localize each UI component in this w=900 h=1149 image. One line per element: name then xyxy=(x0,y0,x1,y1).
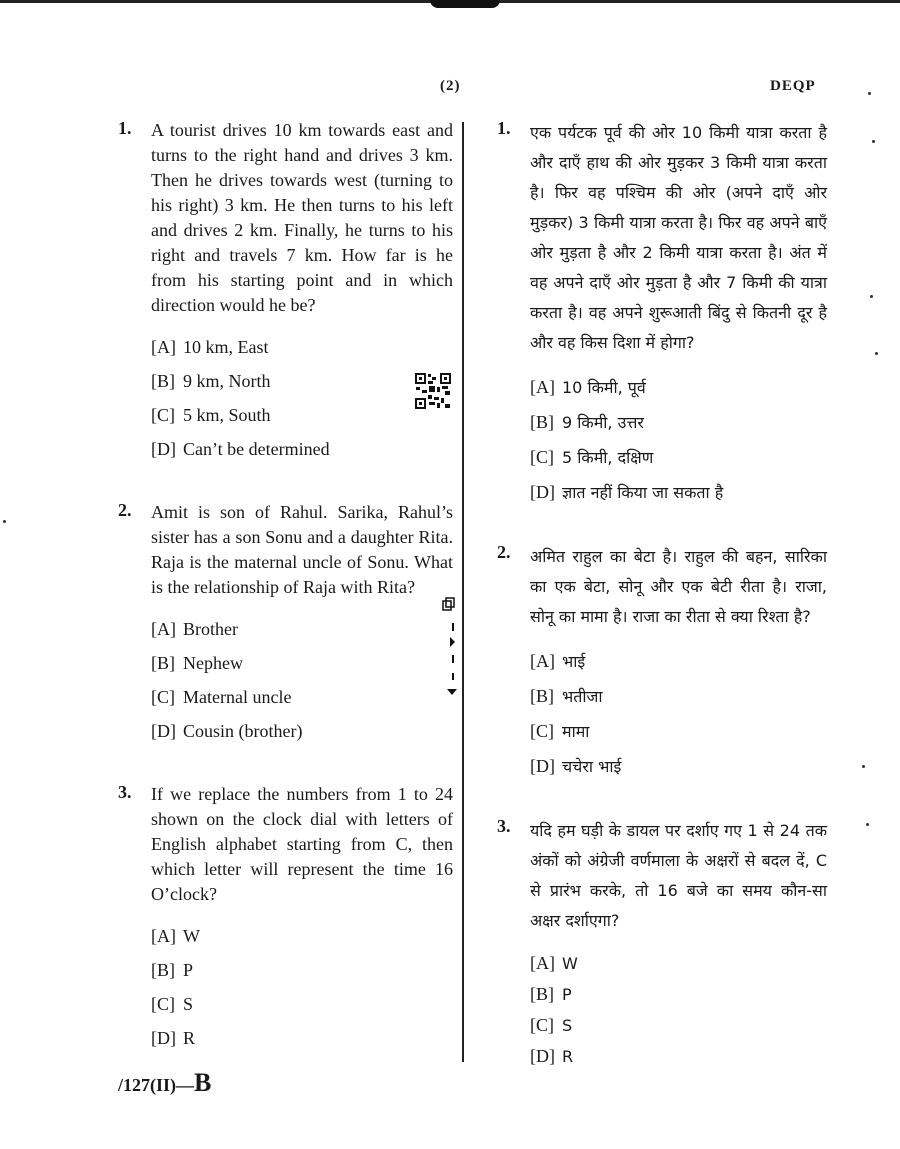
scan-speck xyxy=(3,520,6,523)
option-a[interactable]: [A] 10 किमी, पूर्व xyxy=(530,377,646,397)
scan-speck xyxy=(870,295,873,298)
scan-speck xyxy=(862,765,865,768)
option-b[interactable]: [B] 9 km, North xyxy=(151,371,271,391)
scan-speck xyxy=(868,92,871,95)
hindi-column xyxy=(497,118,827,1072)
option-a[interactable]: [A] 10 km, East xyxy=(151,337,269,357)
option-c[interactable]: [C] 5 किमी, दक्षिण xyxy=(530,447,654,467)
option-d[interactable]: [D] R xyxy=(530,1046,574,1066)
question-3-hi xyxy=(497,816,827,1072)
option-d[interactable]: [D] R xyxy=(151,1028,196,1048)
option-c[interactable]: [C] मामा xyxy=(530,721,590,741)
option-d[interactable]: [D] ज्ञात नहीं किया जा सकता है xyxy=(530,482,724,502)
question-text: A tourist drives 10 km towards east and turns to the right hand and drives 3 km. Then he drives towards west (turning to his right) 3 km. He then turns to his left and drives 2 km. Finally, he turns to his right and travels 7 km. How far is he from his starting point and in which direction would he be? xyxy=(151,120,453,315)
option-a[interactable]: [A] W xyxy=(530,953,578,973)
scan-speck xyxy=(866,823,869,826)
paper-code: DEQP xyxy=(770,78,816,94)
scan-speck xyxy=(872,140,875,143)
options xyxy=(151,919,453,1055)
option-a[interactable]: [A] भाई xyxy=(530,651,586,671)
scan-speck xyxy=(875,352,878,355)
options xyxy=(151,612,453,748)
paper-id: /127(II)— xyxy=(118,1075,194,1095)
option-c[interactable]: [C] S xyxy=(530,1015,573,1035)
question-number: 3. xyxy=(118,782,132,802)
option-b[interactable]: [B] 9 किमी, उत्तर xyxy=(530,412,644,432)
question-number: 2. xyxy=(118,500,132,520)
page-number: (2) xyxy=(440,78,461,94)
options xyxy=(530,948,827,1072)
question-2-hi xyxy=(497,542,827,784)
options xyxy=(151,330,453,466)
option-c[interactable]: [C] Maternal uncle xyxy=(151,687,292,707)
question-number: 2. xyxy=(497,542,511,562)
option-d[interactable]: [D] चचेरा भाई xyxy=(530,756,622,776)
qr-code-icon xyxy=(414,372,452,410)
option-b[interactable]: [B] भतीजा xyxy=(530,686,603,706)
option-d[interactable]: [D] Can’t be determined xyxy=(151,439,330,459)
question-number: 1. xyxy=(118,118,132,138)
english-column xyxy=(118,118,453,1055)
question-2-en xyxy=(118,500,453,748)
question-number: 3. xyxy=(497,816,511,836)
options xyxy=(530,644,827,784)
option-c[interactable]: [C] S xyxy=(151,994,194,1014)
question-text: Amit is son of Rahul. Sarika, Rahul’s sister has a son Sonu and a daughter Rita. Raja is the maternal uncle of Sonu. What is the relationship of Raja with Rita? xyxy=(151,502,453,597)
option-d[interactable]: [D] Cousin (brother) xyxy=(151,721,303,741)
option-a[interactable]: [A] W xyxy=(151,926,200,946)
top-mark xyxy=(430,0,500,8)
question-number: 1. xyxy=(497,118,511,138)
question-text: अमित राहुल का बेटा है। राहुल की बहन, सारिका का एक बेटा, सोनू और एक बेटी रीता है। राजा, सोनू का मामा है। राजा का रीता से क्या रिश्ता है? xyxy=(530,547,827,626)
set-letter: B xyxy=(194,1068,212,1097)
column-divider xyxy=(462,122,464,1062)
scroll-indicator-icon xyxy=(438,597,458,697)
question-text: यदि हम घड़ी के डायल पर दर्शाए गए 1 से 24 तक अंकों को अंग्रेजी वर्णमाला के अक्षरों से बदल दें, C से प्रारंभ करके, तो 16 बजे का समय कौन-सा अक्षर दर्शाएगा? xyxy=(530,821,827,930)
question-3-en xyxy=(118,782,453,1055)
option-b[interactable]: [B] P xyxy=(530,984,572,1004)
question-text: If we replace the numbers from 1 to 24 shown on the clock dial with letters of English alphabet starting from C, then which letter will represent the time 16 O’clock? xyxy=(151,784,453,904)
option-c[interactable]: [C] 5 km, South xyxy=(151,405,271,425)
option-b[interactable]: [B] P xyxy=(151,960,194,980)
option-a[interactable]: [A] Brother xyxy=(151,619,238,639)
footer-code xyxy=(118,1068,211,1098)
option-b[interactable]: [B] Nephew xyxy=(151,653,243,673)
question-1-en xyxy=(118,118,453,466)
options xyxy=(530,370,827,510)
question-text: एक पर्यटक पूर्व की ओर 10 किमी यात्रा करता है और दाएँ हाथ की ओर मुड़कर 3 किमी यात्रा करता है। फिर वह पश्चिम की ओर (अपने दाएँ ओर मुड़कर) 3 किमी यात्रा करता है। फिर वह अपने बाएँ ओर मुड़ता है और 2 किमी यात्रा करता है। अंत में वह अपने दाएँ ओर मुड़ता है और 7 किमी की यात्रा करता है। वह अपने शुरूआती बिंदु से कितनी दूर है और वह किस दिशा में होगा? xyxy=(530,123,827,352)
question-1-hi xyxy=(497,118,827,510)
